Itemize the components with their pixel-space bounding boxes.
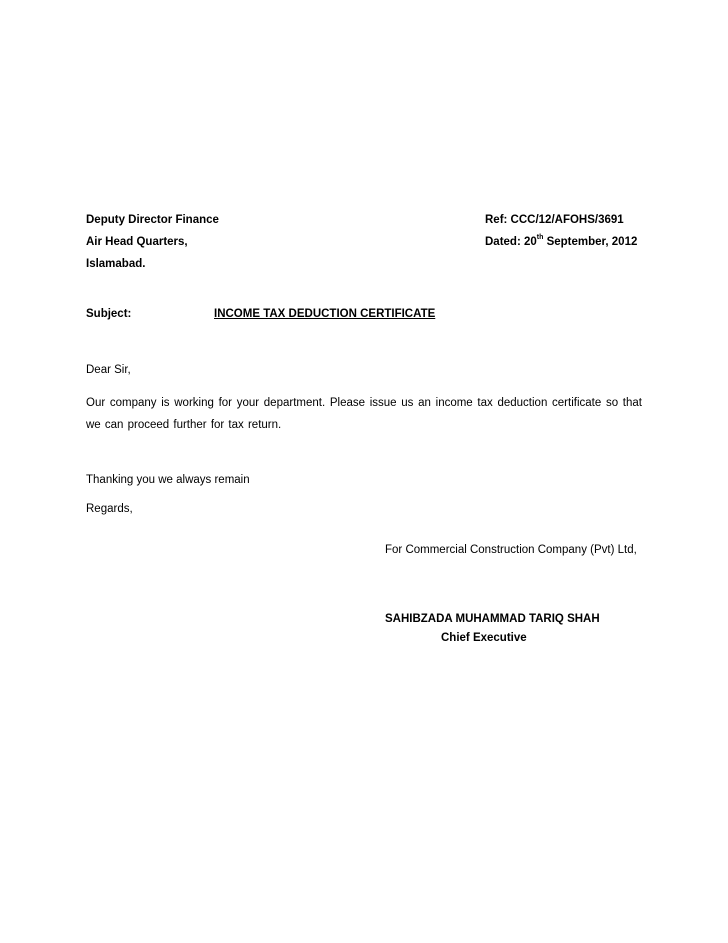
salutation: Dear Sir, (86, 364, 131, 376)
recipient-office: Air Head Quarters, (86, 236, 188, 248)
date-suffix: September, 2012 (543, 236, 638, 248)
recipient-title: Deputy Director Finance (86, 214, 219, 226)
date-prefix: Dated: 20 (485, 236, 537, 248)
subject-label: Subject: (86, 308, 132, 320)
company-line: For Commercial Construction Company (Pvt) Ltd, (385, 544, 637, 556)
letter-date (485, 235, 637, 249)
subject-text: INCOME TAX DEDUCTION CERTIFICATE (214, 308, 436, 320)
signatory-name: SAHIBZADA MUHAMMAD TARIQ SHAH (385, 613, 600, 625)
thanks-line: Thanking you we always remain (86, 474, 250, 486)
recipient-city: Islamabad. (86, 258, 146, 270)
reference-number: Ref: CCC/12/AFOHS/3691 (485, 214, 624, 226)
closing-line: Regards, (86, 503, 133, 515)
signatory-title: Chief Executive (441, 632, 527, 644)
body-paragraph: Our company is working for your department. Please issue us an income tax deduction certificate so that we can proceed further for tax return. (86, 397, 642, 431)
date-ordinal: th (536, 234, 544, 242)
